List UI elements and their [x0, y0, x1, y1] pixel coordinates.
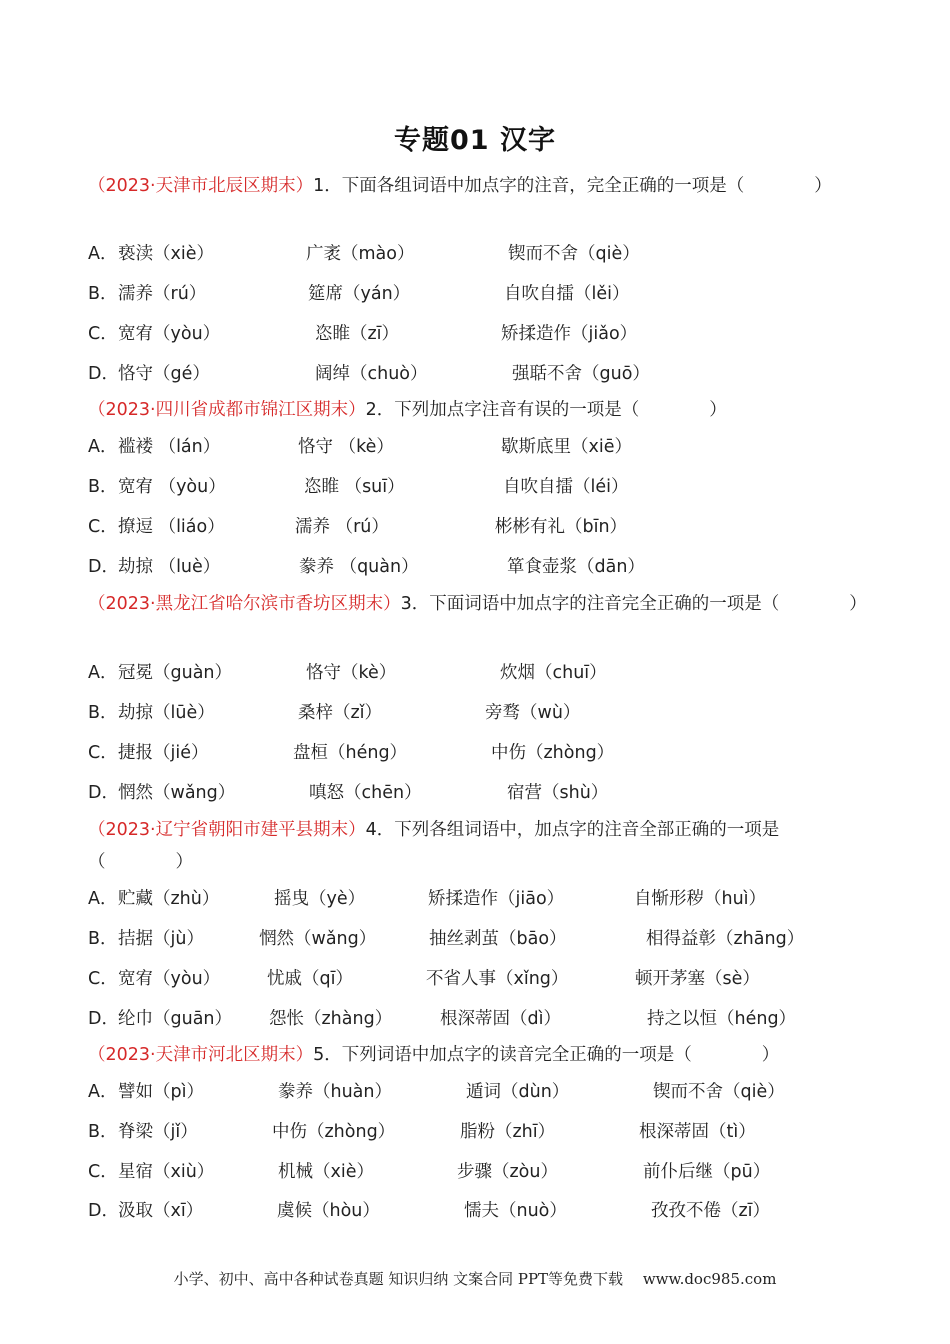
- question-4: [88, 814, 868, 878]
- question-stem: 3．下面词语中加点字的注音完全正确的一项是（ ）: [400, 594, 867, 614]
- option-item: 遁词（dùn）: [466, 1082, 570, 1102]
- option-row: [88, 433, 868, 463]
- option-item: 箪食壶浆（dān）: [507, 557, 645, 577]
- option-item: 筵席（yán）: [308, 284, 411, 304]
- option-item: 星宿（xiù）: [118, 1162, 215, 1182]
- option-row: [88, 553, 868, 583]
- option-item: 持之以恒（héng）: [647, 1009, 797, 1029]
- option-item: 宽宥（yòu）: [118, 969, 221, 989]
- option-item: 怨怅（zhàng）: [269, 1009, 393, 1029]
- question-1: [88, 170, 868, 202]
- option-item: 广袤（mào）: [306, 244, 415, 264]
- question-source: （2023·黑龙江省哈尔滨市香坊区期末）: [88, 594, 401, 614]
- option-item: 惘然（wǎng）: [118, 783, 236, 803]
- option-item: 步骤（zòu）: [457, 1162, 558, 1182]
- option-row: [88, 1197, 868, 1227]
- question-3: [88, 588, 868, 620]
- option-row: [88, 925, 868, 955]
- option-row: [88, 240, 868, 270]
- option-item: 豢养（huàn）: [278, 1082, 392, 1102]
- option-item: 盘桓（héng）: [293, 743, 408, 763]
- option-item: 自惭形秽（huì）: [634, 889, 767, 909]
- option-item: 恣睢 （suī）: [304, 477, 405, 497]
- option-row: [88, 320, 868, 350]
- option-row: [88, 779, 868, 809]
- option-row: [88, 1158, 868, 1188]
- option-item: 抽丝剥茧（bāo）: [429, 929, 567, 949]
- option-item: 脊梁（jǐ）: [118, 1122, 198, 1142]
- option-row: [88, 1118, 868, 1148]
- option-letter: A．: [88, 437, 118, 457]
- option-item: 懦夫（nuò）: [464, 1201, 567, 1221]
- option-item: 宿营（shù）: [507, 783, 609, 803]
- option-item: 惘然（wǎng）: [259, 929, 377, 949]
- option-item: 脂粉（zhī）: [460, 1122, 556, 1142]
- option-letter: B．: [88, 1122, 118, 1142]
- question-stem: 1．下面各组词语中加点字的注音，完全正确的一项是（ ）: [313, 176, 832, 196]
- option-item: 宽宥（yòu）: [118, 324, 221, 344]
- option-letter: D．: [88, 557, 119, 577]
- option-item: 贮藏（zhù）: [118, 889, 220, 909]
- option-letter: D．: [88, 1201, 119, 1221]
- option-letter: C．: [88, 517, 118, 537]
- option-letter: C．: [88, 1162, 118, 1182]
- option-item: 桑梓（zǐ）: [298, 703, 383, 723]
- option-item: 恣睢（zī）: [315, 324, 400, 344]
- question-2: [88, 394, 868, 426]
- option-item: 矫揉造作（jiǎo）: [501, 324, 638, 344]
- option-letter: B．: [88, 929, 118, 949]
- option-item: 不省人事（xǐng）: [426, 969, 569, 989]
- option-item: 豢养 （quàn）: [299, 557, 419, 577]
- page-footer: 小学、初中、高中各种试卷真题 知识归纳 文案合同 PPT等免费下载 www.doc985.com: [173, 1270, 777, 1288]
- question-source: （2023·辽宁省朝阳市建平县期末）: [88, 820, 366, 840]
- option-letter: B．: [88, 703, 118, 723]
- option-item: 拮据（jù）: [118, 929, 204, 949]
- option-item: 汲取（xī）: [118, 1201, 204, 1221]
- option-item: 纶巾（guān）: [118, 1009, 233, 1029]
- option-item: 摇曳（yè）: [274, 889, 366, 909]
- option-item: 歇斯底里（xiē）: [501, 437, 632, 457]
- option-item: 虞候（hòu）: [277, 1201, 380, 1221]
- question-source: （2023·天津市北辰区期末）: [88, 176, 314, 196]
- option-item: 彬彬有礼（bīn）: [495, 517, 628, 537]
- option-item: 亵渎（xiè）: [118, 244, 214, 264]
- option-item: 自吹自擂（léi）: [503, 477, 629, 497]
- option-item: 旁骛（wù）: [485, 703, 581, 723]
- question-stem: 2．下列加点字注音有误的一项是（ ）: [365, 400, 727, 420]
- option-letter: C．: [88, 969, 118, 989]
- option-letter: D．: [88, 783, 119, 803]
- option-item: 顿开茅塞（sè）: [635, 969, 760, 989]
- option-item: 炊烟（chuī）: [500, 663, 607, 683]
- option-row: [88, 885, 868, 915]
- option-letter: D．: [88, 364, 119, 384]
- option-item: 濡养（rú）: [118, 284, 207, 304]
- option-row: [88, 1078, 868, 1108]
- option-item: 强聒不舍（guō）: [512, 364, 650, 384]
- option-item: 中伤（zhòng）: [491, 743, 615, 763]
- option-letter: A．: [88, 663, 118, 683]
- option-letter: A．: [88, 1082, 118, 1102]
- option-item: 锲而不舍（qiè）: [653, 1082, 785, 1102]
- option-item: 恪守（gé）: [118, 364, 210, 384]
- option-row: [88, 360, 868, 390]
- option-row: [88, 1005, 868, 1035]
- option-letter: D．: [88, 1009, 119, 1029]
- page-title: 专题01 汉字: [394, 125, 556, 156]
- option-item: 褴褛 （lán）: [118, 437, 221, 457]
- option-item: 矫揉造作（jiāo）: [428, 889, 565, 909]
- option-item: 冠冕（guàn）: [118, 663, 233, 683]
- option-item: 前仆后继（pū）: [643, 1162, 771, 1182]
- question-source: （2023·天津市河北区期末）: [88, 1045, 314, 1065]
- option-row: [88, 513, 868, 543]
- option-letter: B．: [88, 477, 118, 497]
- option-item: 嗔怒（chēn）: [309, 783, 422, 803]
- option-row: [88, 739, 868, 769]
- option-letter: C．: [88, 743, 118, 763]
- option-item: 根深蒂固（tì）: [639, 1122, 756, 1142]
- option-row: [88, 473, 868, 503]
- question-stem: 5．下列词语中加点字的读音完全正确的一项是（ ）: [313, 1045, 780, 1065]
- option-letter: A．: [88, 244, 118, 264]
- option-letter: B．: [88, 284, 118, 304]
- option-letter: A．: [88, 889, 118, 909]
- option-item: 宽宥 （yòu）: [118, 477, 226, 497]
- question-stem: 4．下列各组词语中，加点字的注音全部正确的一项是（ ）: [88, 820, 780, 872]
- option-item: 根深蒂固（dì）: [440, 1009, 561, 1029]
- option-item: 机械（xiè）: [278, 1162, 374, 1182]
- option-item: 撩逗 （liáo）: [118, 517, 225, 537]
- option-row: [88, 699, 868, 729]
- option-item: 忧戚（qī）: [267, 969, 353, 989]
- option-item: 相得益彰（zhāng）: [646, 929, 805, 949]
- option-item: 劫掠（lūè）: [118, 703, 215, 723]
- question-source: （2023·四川省成都市锦江区期末）: [88, 400, 366, 420]
- question-5: [88, 1039, 868, 1071]
- option-item: 锲而不舍（qiè）: [508, 244, 640, 264]
- option-item: 中伤（zhòng）: [272, 1122, 396, 1142]
- option-item: 濡养 （rú）: [295, 517, 389, 537]
- option-item: 自吹自擂（lěi）: [504, 284, 630, 304]
- option-row: [88, 965, 868, 995]
- option-row: [88, 659, 868, 689]
- option-letter: C．: [88, 324, 118, 344]
- option-item: 恪守（kè）: [306, 663, 397, 683]
- option-item: 阔绰（chuò）: [315, 364, 428, 384]
- option-item: 劫掠 （luè）: [118, 557, 221, 577]
- option-item: 恪守 （kè）: [298, 437, 394, 457]
- option-row: [88, 280, 868, 310]
- option-item: 捷报（jié）: [118, 743, 209, 763]
- option-item: 孜孜不倦（zī）: [651, 1201, 771, 1221]
- option-item: 譬如（pì）: [118, 1082, 204, 1102]
